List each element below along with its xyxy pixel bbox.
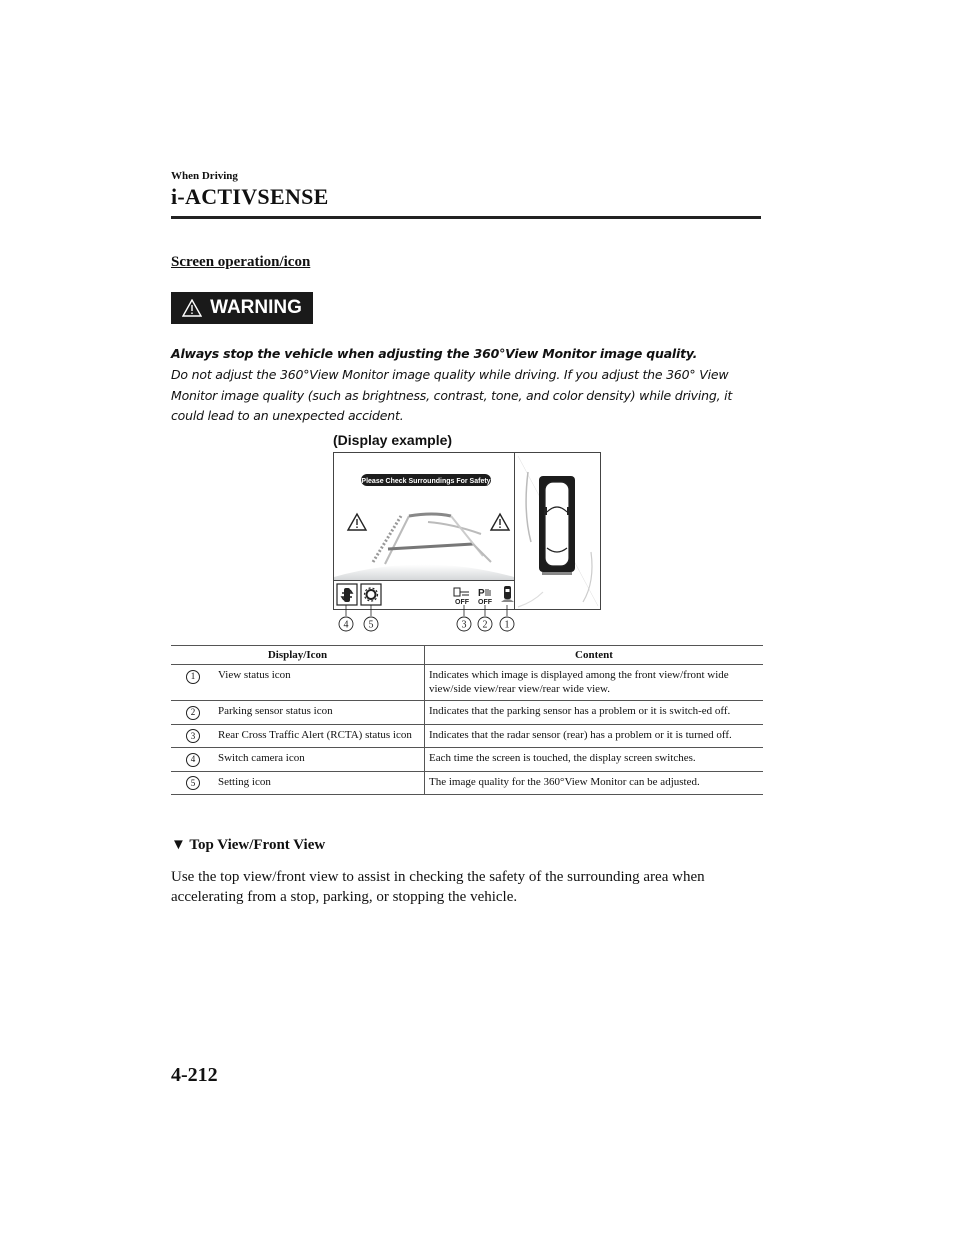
warning-badge-label: WARNING (210, 297, 302, 318)
parking-off-label: OFF (478, 599, 492, 606)
callout-1: 1 (504, 619, 510, 631)
table-header-row (171, 646, 763, 665)
callout-2: 2 (482, 619, 488, 631)
top-view-car-icon (539, 476, 575, 575)
row-name: Rear Cross Traffic Alert (RCTA) status icon (214, 724, 425, 748)
warning-body: Do not adjust the 360°View Monitor image quality while driving. If you adjust the 360° View Monitor image quality (such as brightness, contrast, tone, and color density) while driving, it could lead to an unexpected accident. (171, 367, 733, 423)
callout-5: 5 (368, 619, 374, 631)
row-content: Indicates which image is displayed among the front view/front wide view/side view/rear view/rear wide view. (425, 665, 764, 701)
warning-badge (171, 292, 313, 324)
subsection-heading (171, 837, 325, 854)
callout-4: 4 (343, 619, 349, 631)
table-row (171, 665, 763, 701)
table-row (171, 701, 763, 725)
row-name: Setting icon (214, 771, 425, 795)
callout-3: 3 (461, 619, 467, 631)
row-name: Parking sensor status icon (214, 701, 425, 725)
subheading: Screen operation/icon (171, 254, 311, 270)
row-name: Switch camera icon (214, 748, 425, 772)
table-header-content: Content (425, 646, 764, 665)
header-rule (171, 216, 761, 219)
table-row (171, 771, 763, 795)
setting-gear-icon (361, 584, 381, 605)
switch-camera-icon (337, 584, 357, 605)
page-number: 4-212 (171, 1064, 218, 1086)
row-content: The image quality for the 360°View Monitor can be adjusted. (425, 771, 764, 795)
row-number: 3 (186, 729, 200, 743)
table-row (171, 724, 763, 748)
row-content: Indicates that the parking sensor has a problem or it is switch-ed off. (425, 701, 764, 725)
row-name: View status icon (214, 665, 425, 701)
row-content: Each time the screen is touched, the display screen switches. (425, 748, 764, 772)
display-example-figure (333, 452, 601, 632)
icon-table (171, 645, 763, 795)
warning-title: Always stop the vehicle when adjusting the 360°View Monitor image quality. (171, 346, 698, 361)
figure-label: (Display example) (333, 432, 453, 448)
subsection-title: Top View/Front View (189, 837, 326, 853)
subsection-body: Use the top view/front view to assist in checking the safety of the surrounding area when accelerating from a stop, parking, or stopping the vehicle. (171, 869, 705, 905)
row-number: 4 (186, 753, 200, 767)
row-number: 1 (186, 670, 200, 684)
table-row (171, 748, 763, 772)
row-number: 2 (186, 706, 200, 720)
row-content: Indicates that the radar sensor (rear) has a problem or it is turned off. (425, 724, 764, 748)
svg-text:P: P (478, 588, 485, 599)
chapter-title: i-ACTIVSENSE (171, 184, 329, 209)
row-number: 5 (186, 776, 200, 790)
rcta-off-label: OFF (455, 599, 469, 606)
section-label: When Driving (171, 170, 238, 182)
triangle-marker-icon: ▼ (171, 837, 186, 853)
warning-triangle-icon (182, 299, 202, 317)
banner-text: Please Check Surroundings For Safety (361, 478, 491, 485)
table-header-display-icon: Display/Icon (171, 646, 425, 665)
